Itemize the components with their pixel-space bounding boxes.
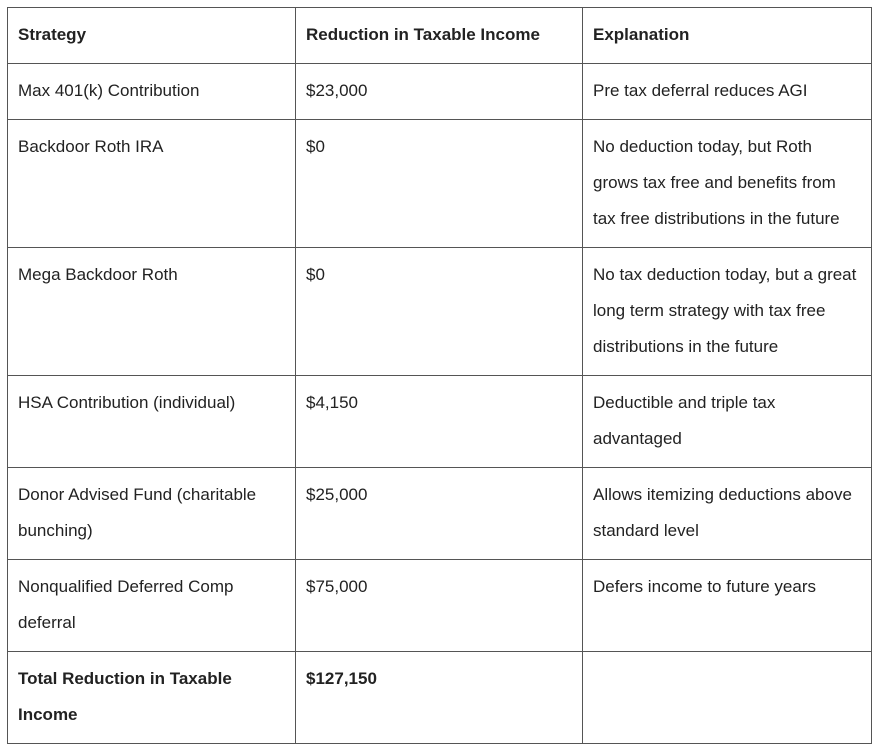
cell-explanation: Allows itemizing deductions above standard level [583,468,872,560]
cell-strategy: HSA Contribution (individual) [8,376,296,468]
cell-reduction: $0 [296,120,583,248]
cell-explanation: Defers income to future years [583,560,872,652]
table-row [8,376,872,468]
cell-reduction: $25,000 [296,468,583,560]
table-row [8,64,872,120]
cell-reduction: $4,150 [296,376,583,468]
table-header-row [8,8,872,64]
total-label: Total Reduction in Taxable Income [8,652,296,744]
cell-strategy: Mega Backdoor Roth [8,248,296,376]
header-strategy: Strategy [8,8,296,64]
header-explanation: Explanation [583,8,872,64]
cell-explanation: No tax deduction today, but a great long term strategy with tax free distributions in the future [583,248,872,376]
tax-strategy-table-container [7,7,872,744]
cell-explanation: Pre tax deferral reduces AGI [583,64,872,120]
total-explanation [583,652,872,744]
cell-explanation: No deduction today, but Roth grows tax free and benefits from tax free distributions in the future [583,120,872,248]
table-row [8,248,872,376]
cell-reduction: $0 [296,248,583,376]
cell-reduction: $23,000 [296,64,583,120]
cell-strategy: Backdoor Roth IRA [8,120,296,248]
cell-strategy: Donor Advised Fund (charitable bunching) [8,468,296,560]
total-row [8,652,872,744]
cell-strategy: Nonqualified Deferred Comp deferral [8,560,296,652]
table-row [8,468,872,560]
cell-reduction: $75,000 [296,560,583,652]
table-row [8,120,872,248]
tax-strategy-table [7,7,872,744]
table-row [8,560,872,652]
cell-strategy: Max 401(k) Contribution [8,64,296,120]
total-value: $127,150 [296,652,583,744]
cell-explanation: Deductible and triple tax advantaged [583,376,872,468]
header-reduction: Reduction in Taxable Income [296,8,583,64]
